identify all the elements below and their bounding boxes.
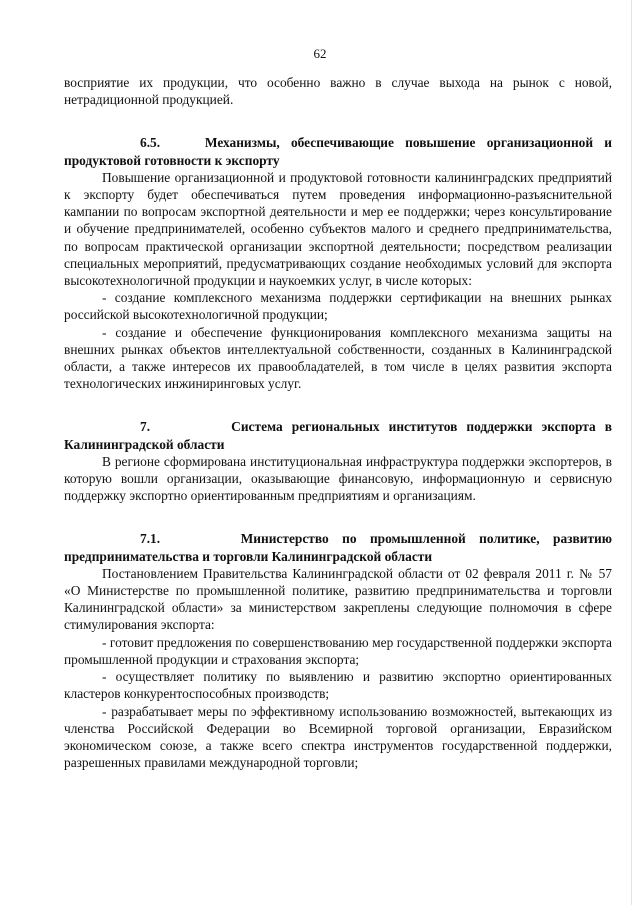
section-6-5-paragraph: Повышение организационной и продуктовой готовности калининградских предприятий к экспорту будет обеспечиваться путем проведения информационно-разъяснительной кампании по вопросам экспортной деятельности и мер ее поддержки; через консультирование и обучение предпринимателей, особенно субъектов малого и среднего предпринимательства, по вопросам практической организации экспортной деятельности; посредством реализации специальных мероприятий, предусматривающих создание необходимых условий для экспорта высокотехнологичной продукции и наукоемких услуг, в числе которых: (64, 169, 612, 289)
section-gap (64, 392, 612, 418)
section-7-1-bullet: - готовит предложения по совершенствованию мер государственной поддержки экспорта промышленной продукции и страхования экспорта; (64, 634, 612, 667)
scan-edge-line (631, 0, 632, 905)
section-7-1-bullet: - осуществляет политику по выявлению и развитию экспортно ориентированных кластеров конкурентоспособных производств; (64, 669, 612, 702)
section-7-1-heading (64, 530, 612, 564)
section-7-1-bullet: - разрабатывает меры по эффективному использованию возможностей, вытекающих из членства Российской Федерации во Всемирной торговой организации, Евразийском экономическом союзе, а также всего спектра инструментов государственной поддержки, разрешенных правилами международной торговли; (64, 703, 612, 771)
section-7-1-title: Министерство по промышленной политике, развитию предпринимательства и торговли Калининградской области (64, 531, 612, 564)
page-content (64, 74, 612, 771)
page-number: 62 (313, 46, 327, 61)
section-7-1-paragraph: Постановлением Правительства Калининградской области от 02 февраля 2011 г. № 57 «О Министерстве по промышленной политике, развитию предпринимательства и торговли Калининградской области» за министерством закреплены следующие полномочия в сфере стимулирования экспорта: (64, 565, 612, 633)
intro-paragraph: восприятие их продукции, что особенно важно в случае выхода на рынок с новой, нетрадиционной продукцией. (64, 75, 612, 108)
section-7-1-number: 7.1. (140, 531, 161, 547)
section-7-title: Система региональных институтов поддержки экспорта в Калининградской области (64, 419, 612, 452)
section-6-5-bullet: - создание и обеспечение функционирования комплексного механизма защиты на внешних рынках объектов интеллектуальной собственности, созданных в Калининградской области, а также интересов их правообладателей, в том числе в целях развития экспорта технологических инжиниринговых услуг. (64, 324, 612, 392)
section-7-number: 7. (140, 419, 151, 435)
section-6-5-title: Механизмы, обеспечивающие повышение организационной и продуктовой готовности к экспорту (64, 135, 612, 168)
section-7-paragraph: В регионе сформирована институциональная инфраструктура поддержки экспортеров, в которую вошли организации, оказывающие финансовую, информационную и сервисную поддержку экспортно ориентированным предприятиям и организациям. (64, 453, 612, 504)
section-6-5-heading (64, 134, 612, 168)
section-6-5-bullet: - создание комплексного механизма поддержки сертификации на внешних рынках российской высокотехнологичной продукции; (64, 290, 612, 323)
section-6-5-number: 6.5. (140, 135, 161, 151)
section-gap (64, 108, 612, 134)
section-7-heading (64, 418, 612, 452)
section-gap (64, 504, 612, 530)
